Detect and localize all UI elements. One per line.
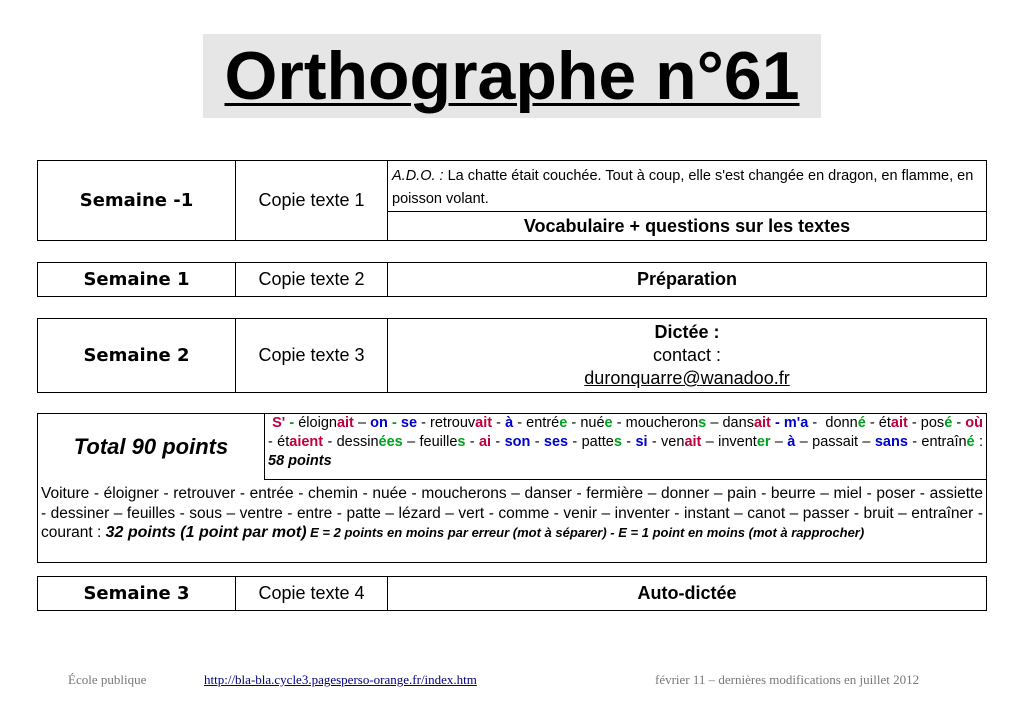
row-semaine-m1: [37, 160, 987, 241]
copy-label: Copie texte 2: [258, 269, 365, 289]
week-cell: [38, 577, 236, 610]
words-text: S' - éloignait – on - se - retrouvait - à - entrée - nuée - moucherons – dansait - m'a - donné - était - posé - où - étaient - dessinées – feuilles - ai - son - ses - pattes - si - venait – inventer – à – passait – sans - entraîné : 58 points: [268, 415, 983, 469]
vocab-label: Vocabulaire + questions sur les textes: [523, 215, 851, 236]
dictee-label: Dictée :: [654, 322, 720, 342]
copy-cell: [236, 161, 388, 240]
week-label: Semaine 3: [83, 583, 190, 604]
copy-cell: [236, 577, 388, 610]
task-label: Auto-dictée: [637, 583, 737, 603]
row-semaine-2: [37, 318, 987, 393]
ado-text: La chatte était couchée. Tout à coup, elle s'est changée en dragon, en flamme, en poisson volant.: [392, 168, 974, 207]
list-points: 32 points (1 point par mot): [105, 524, 307, 541]
words-cell: [265, 414, 986, 480]
contact-label: contact :: [652, 345, 722, 365]
task-cell: [388, 577, 986, 610]
week-cell: [38, 319, 236, 392]
week-label: Semaine 1: [83, 269, 190, 290]
row-semaine-1: [37, 262, 987, 297]
footer-school: École publique: [68, 672, 147, 687]
scoring-rule: E = 2 points en moins par erreur (mot à séparer) - E = 1 point en moins (mot à rapprocher): [306, 525, 865, 540]
copy-label: Copie texte 4: [258, 583, 365, 603]
copy-cell: [236, 319, 388, 392]
week-cell: [38, 263, 236, 296]
words-points: 58 points: [268, 453, 332, 469]
week-label: Semaine 2: [83, 345, 190, 366]
copy-label: Copie texte 3: [258, 345, 365, 365]
ado-label: A.D.O. :: [392, 168, 444, 184]
page-title: Orthographe n°61: [224, 38, 800, 114]
total-label: Total 90 points: [73, 434, 229, 459]
row-semaine-3: [37, 576, 987, 611]
page-title-banner: [203, 34, 821, 118]
footer-link-wrap: [204, 672, 477, 688]
word-list-text: Voiture - éloigner - retrouver - entrée - chemin - nuée - moucherons – danser - fermière – donner – pain - beurre – miel - poser - assiette - dessiner – feuilles - sous – ventre - entre - patte – lézard – vert - comme - venir – inventer - instant – canot – passer - bruit – entraîner - courant :: [41, 485, 983, 541]
vocab-cell: [388, 212, 986, 240]
task-label: Préparation: [636, 269, 738, 289]
row-total: [37, 413, 987, 563]
dictee-cell: [388, 319, 986, 392]
copy-label: Copie texte 1: [258, 190, 365, 210]
copy-cell: [236, 263, 388, 296]
total-cell: [38, 414, 265, 480]
footer-url-link[interactable]: http://bla-bla.cycle3.pagesperso-orange.fr/index.htm: [204, 672, 477, 687]
word-list: [38, 480, 986, 562]
ado-text-cell: [388, 161, 986, 212]
week-label: Semaine -1: [79, 190, 194, 211]
week-cell: [38, 161, 236, 240]
task-cell: [388, 263, 986, 296]
email-link[interactable]: duronquarre@wanadoo.fr: [584, 368, 790, 388]
footer-date: février 11 – dernières modifications en juillet 2012: [655, 672, 920, 687]
